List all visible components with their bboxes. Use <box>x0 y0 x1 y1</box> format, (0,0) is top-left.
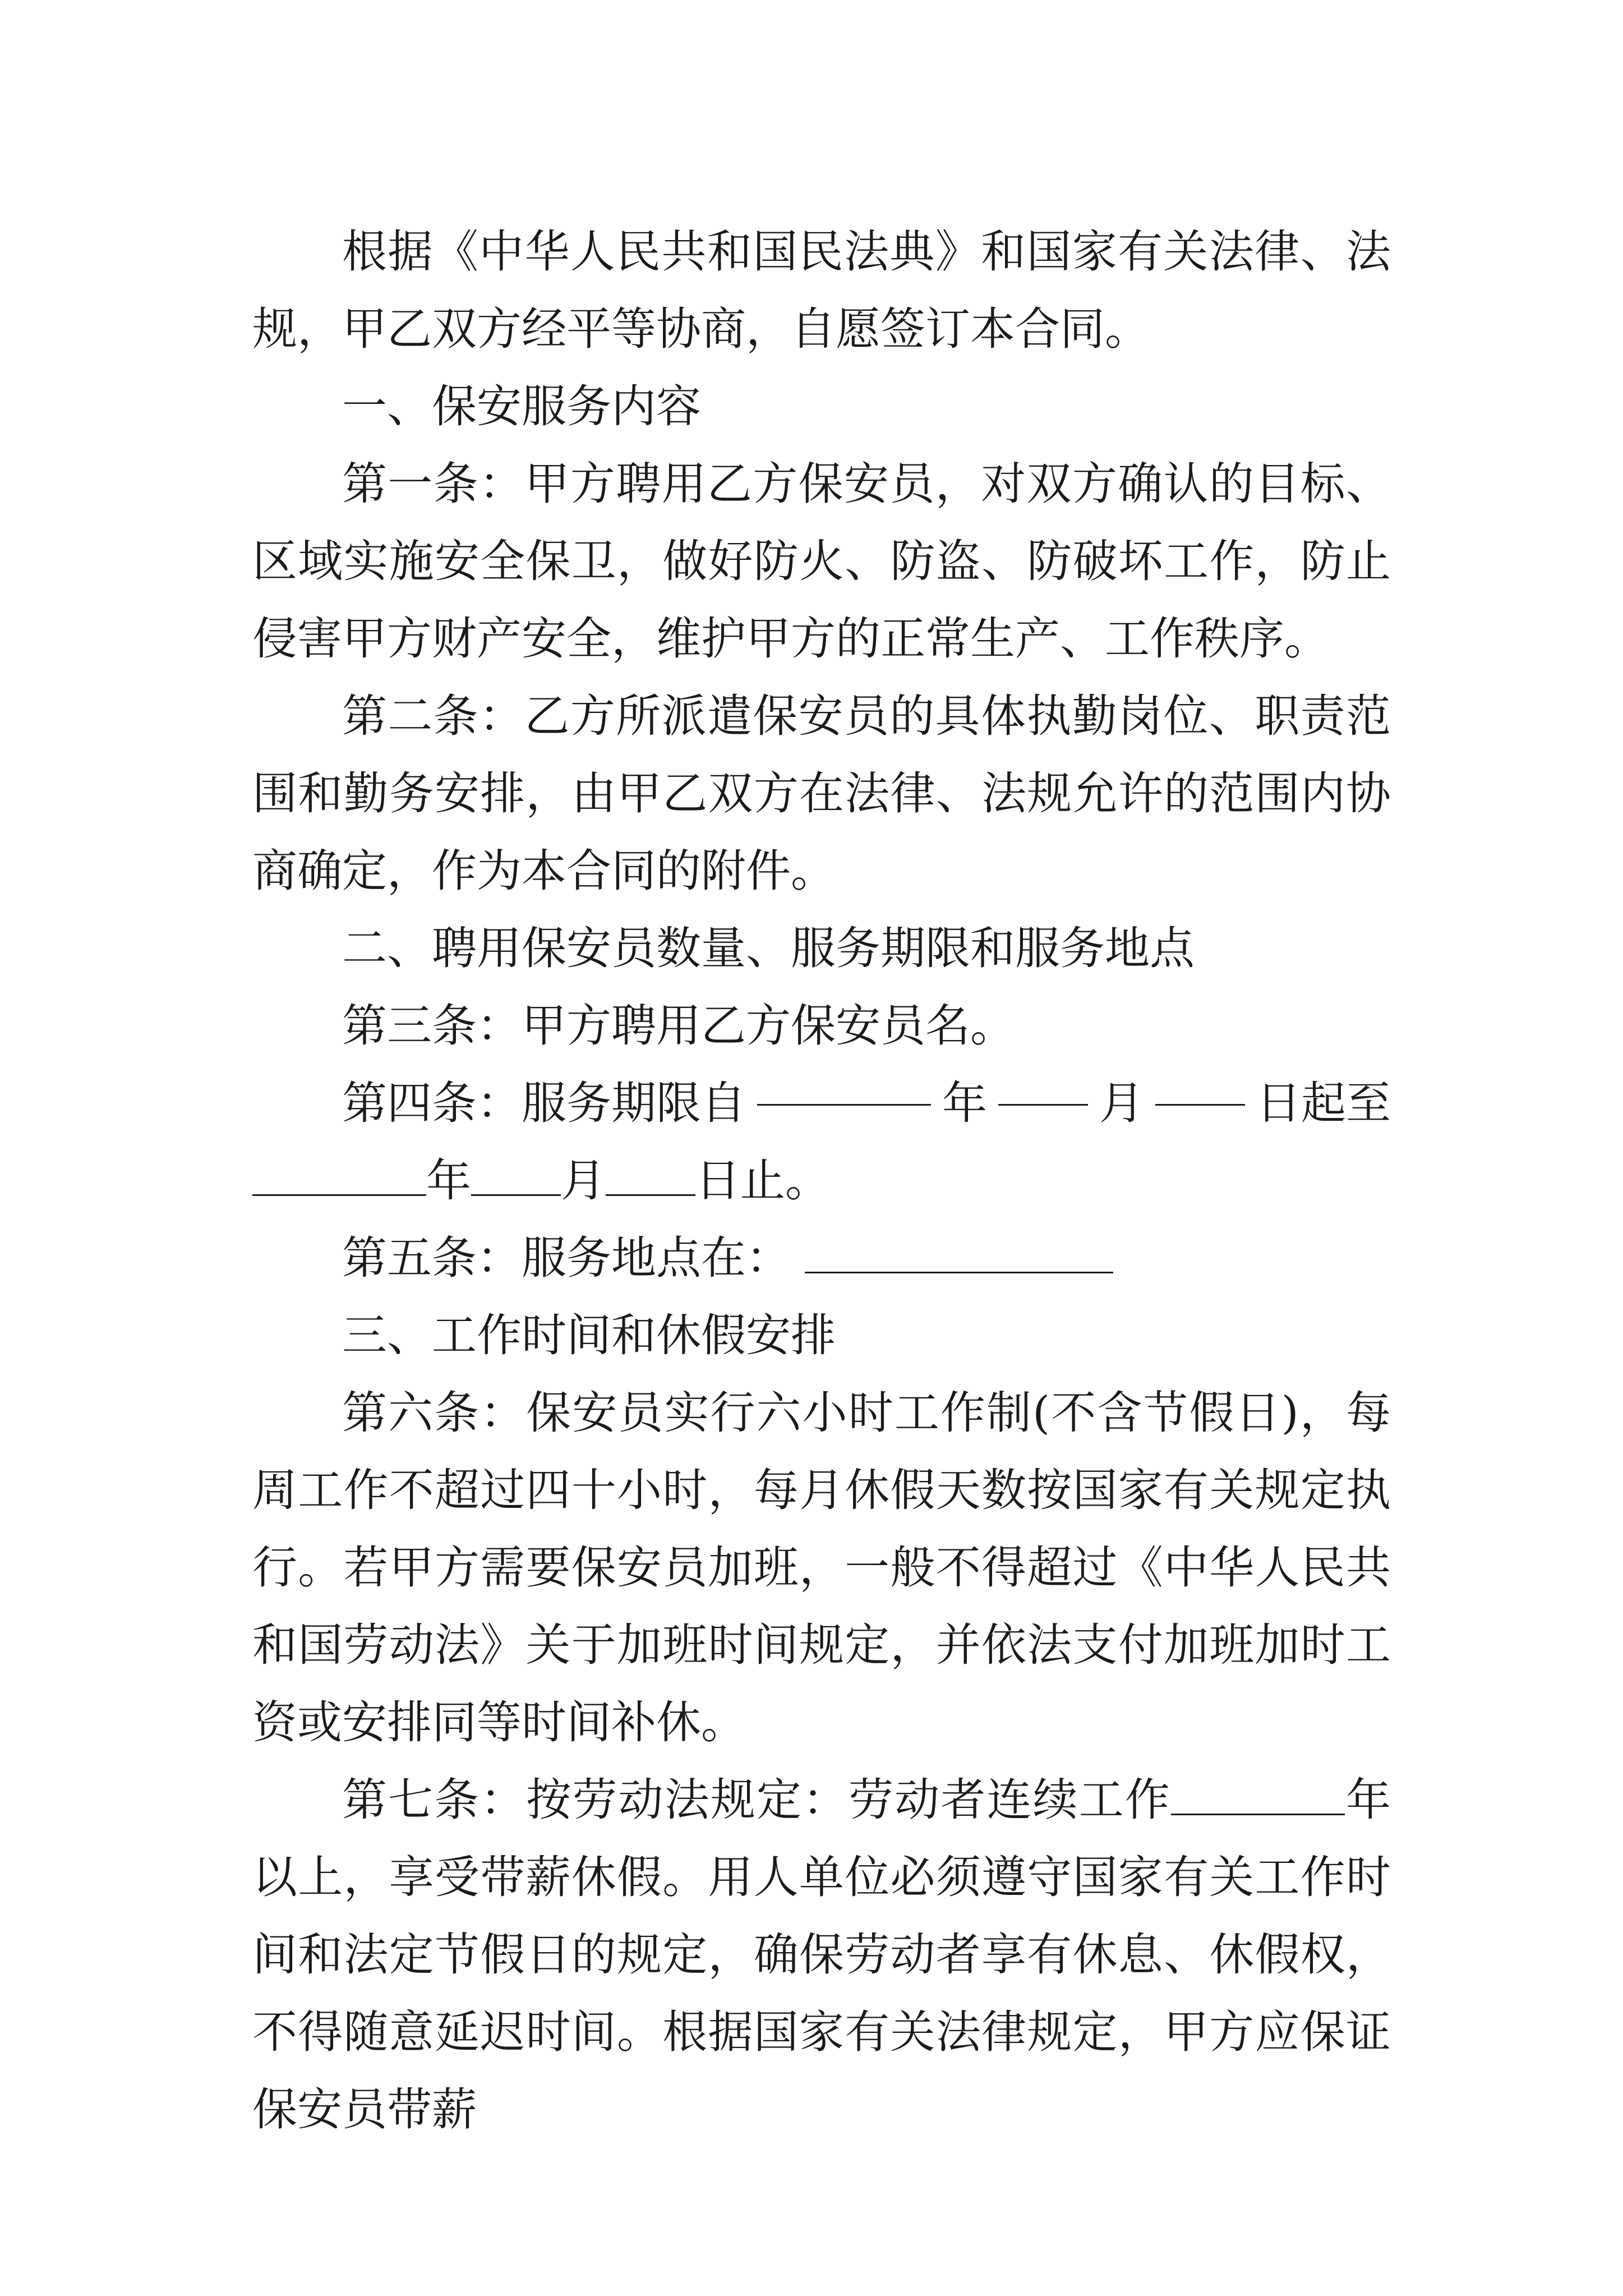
article-4-line-1 <box>252 1065 1391 1142</box>
document-body <box>252 213 1391 2148</box>
article-4 <box>252 1065 1391 1220</box>
end-year-label: 年 <box>426 1154 471 1207</box>
section-heading-1: 一、保安服务内容 <box>342 380 701 432</box>
start-day-blank <box>1155 1065 1245 1106</box>
article-7-rest: 年以上，享受带薪休假。用人单位必须遵守国家有关工作时间和法定节假日的规定，确保劳动者享有休息、休假权，不得随意延迟时间。根据国家有关法律规定，甲方应保证保安员带薪 <box>252 1774 1391 2136</box>
end-day-label: 日止。 <box>695 1154 830 1207</box>
article-4-prefix: 第四条：服务期限自 <box>342 1077 746 1129</box>
work-years-blank <box>1171 1774 1345 1815</box>
article-1: 第一条：甲方聘用乙方保安员，对双方确认的目标、区域实施安全保卫，做好防火、防盗、防破坏工作，防止侵害甲方财产安全，维护甲方的正常生产、工作秩序。 <box>252 458 1391 665</box>
end-month-blank <box>471 1155 561 1196</box>
start-month-label: 月 <box>1099 1077 1144 1129</box>
start-month-blank <box>998 1065 1088 1106</box>
section-heading-2: 二、聘用保安员数量、服务期限和服务地点 <box>342 922 1195 974</box>
article-7 <box>252 1761 1391 2148</box>
start-day-label: 日起至 <box>1256 1077 1391 1129</box>
section-heading-3: 三、工作时间和休假安排 <box>342 1309 836 1361</box>
end-month-label: 月 <box>561 1154 606 1207</box>
end-day-blank <box>606 1155 695 1196</box>
article-5 <box>252 1220 1391 1297</box>
article-2: 第二条：乙方所派遣保安员的具体执勤岗位、职责范围和勤务安排，由甲乙双方在法律、法规允许的范围内协商确定，作为本合同的附件。 <box>252 690 1391 897</box>
service-location-blank <box>805 1232 1113 1273</box>
intro-paragraph: 根据《中华人民共和国民法典》和国家有关法律、法规，甲乙双方经平等协商，自愿签订本合同。 <box>252 226 1391 355</box>
article-7-prefix: 第七条：按劳动法规定：劳动者连续工作 <box>342 1774 1171 1826</box>
article-6: 第六条：保安员实行六小时工作制(不含节假日)，每周工作不超过四十小时，每月休假天数按国家有关规定执行。若甲方需要保安员加班，一般不得超过《中华人民共和国劳动法》关于加班时间规定，并依法支付加班加时工资或安排同等时间补休。 <box>252 1387 1391 1749</box>
end-year-blank <box>252 1155 426 1196</box>
article-4-line-2 <box>252 1142 1391 1220</box>
start-year-label: 年 <box>942 1077 987 1129</box>
start-year-blank <box>757 1065 931 1106</box>
article-3: 第三条：甲方聘用乙方保安员名。 <box>342 1000 1015 1052</box>
article-5-text: 第五条：服务地点在： <box>342 1232 791 1284</box>
